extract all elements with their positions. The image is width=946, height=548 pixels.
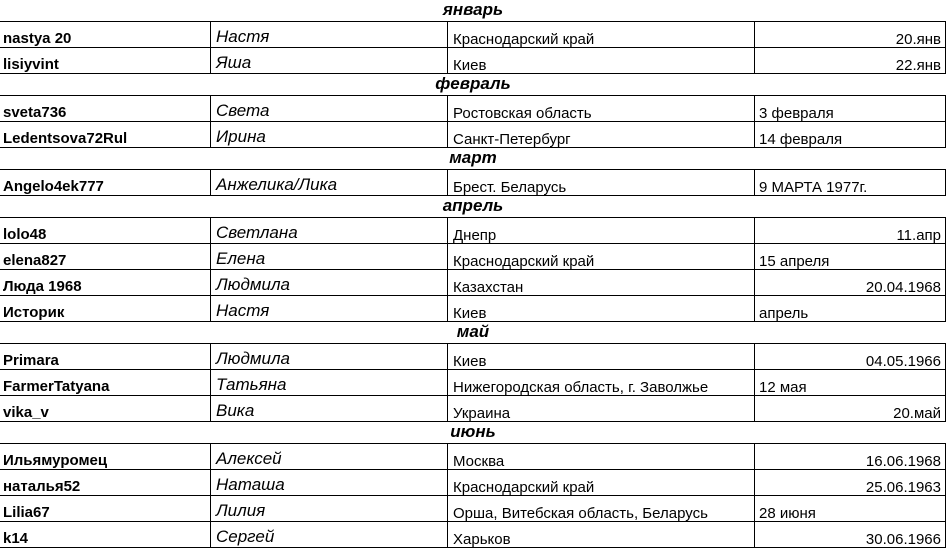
nick-cell: Angelo4ek777 [0, 170, 211, 195]
table-row [0, 344, 946, 370]
month-label: февраль [435, 74, 511, 93]
place-cell: Брест. Беларусь [448, 170, 755, 195]
date-cell: 22.янв [755, 48, 946, 73]
table-row [0, 96, 946, 122]
nick-cell: Ledentsova72Rul [0, 122, 211, 147]
date-cell: 14 февраля [755, 122, 946, 147]
date-cell: 16.06.1968 [755, 444, 946, 469]
table-row [0, 244, 946, 270]
table-row [0, 22, 946, 48]
month-header-row [0, 74, 946, 96]
table-row [0, 270, 946, 296]
nick-cell: nastya 20 [0, 22, 211, 47]
name-cell: Людмила [211, 270, 448, 295]
place-cell: Москва [448, 444, 755, 469]
name-cell: Вика [211, 396, 448, 421]
place-cell: Орша, Витебская область, Беларусь [448, 496, 755, 521]
place-cell: Киев [448, 344, 755, 369]
name-cell: Лилия [211, 496, 448, 521]
place-cell: Краснодарский край [448, 244, 755, 269]
name-cell: Ирина [211, 122, 448, 147]
date-cell: 12 мая [755, 370, 946, 395]
month-label: март [449, 148, 497, 167]
date-cell: 9 МАРТА 1977г. [755, 170, 946, 195]
date-cell: 20.май [755, 396, 946, 421]
name-cell: Людмила [211, 344, 448, 369]
name-cell: Алексей [211, 444, 448, 469]
place-cell: Ростовская область [448, 96, 755, 121]
table-row [0, 470, 946, 496]
name-cell: Настя [211, 296, 448, 321]
nick-cell: Историк [0, 296, 211, 321]
month-label: январь [442, 0, 504, 19]
name-cell: Наташа [211, 470, 448, 495]
nick-cell: sveta736 [0, 96, 211, 121]
place-cell: Санкт-Петербург [448, 122, 755, 147]
place-cell: Харьков [448, 522, 755, 547]
name-cell: Настя [211, 22, 448, 47]
date-cell: 20.янв [755, 22, 946, 47]
month-header-row [0, 148, 946, 170]
place-cell: Днепр [448, 218, 755, 243]
month-header-row [0, 422, 946, 444]
nick-cell: elena827 [0, 244, 211, 269]
nick-cell: vika_v [0, 396, 211, 421]
month-label: июнь [450, 422, 496, 441]
nick-cell: lisiyvint [0, 48, 211, 73]
nick-cell: Ильямуромец [0, 444, 211, 469]
date-cell: 28 июня [755, 496, 946, 521]
name-cell: Татьяна [211, 370, 448, 395]
nick-cell: Primara [0, 344, 211, 369]
date-cell: 3 февраля [755, 96, 946, 121]
table-row [0, 396, 946, 422]
table-row [0, 522, 946, 548]
place-cell: Украина [448, 396, 755, 421]
date-cell: 04.05.1966 [755, 344, 946, 369]
month-label: апрель [442, 196, 504, 215]
name-cell: Яша [211, 48, 448, 73]
table-row [0, 496, 946, 522]
date-cell: 30.06.1966 [755, 522, 946, 547]
place-cell: Краснодарский край [448, 470, 755, 495]
date-cell: 20.04.1968 [755, 270, 946, 295]
date-cell: 15 апреля [755, 244, 946, 269]
date-cell: апрель [755, 296, 946, 321]
month-header-row [0, 196, 946, 218]
table-row [0, 296, 946, 322]
nick-cell: FarmerTatyana [0, 370, 211, 395]
name-cell: Елена [211, 244, 448, 269]
table-row [0, 444, 946, 470]
table-row [0, 48, 946, 74]
table-row [0, 122, 946, 148]
place-cell: Киев [448, 296, 755, 321]
month-header-row [0, 322, 946, 344]
date-cell: 11.апр [755, 218, 946, 243]
name-cell: Сергей [211, 522, 448, 547]
nick-cell: наталья52 [0, 470, 211, 495]
nick-cell: lolo48 [0, 218, 211, 243]
nick-cell: Lilia67 [0, 496, 211, 521]
name-cell: Анжелика/Лика [211, 170, 448, 195]
name-cell: Света [211, 96, 448, 121]
table-row [0, 370, 946, 396]
month-label: май [456, 322, 490, 341]
name-cell: Светлана [211, 218, 448, 243]
month-header-row [0, 0, 946, 22]
place-cell: Краснодарский край [448, 22, 755, 47]
place-cell: Киев [448, 48, 755, 73]
nick-cell: Люда 1968 [0, 270, 211, 295]
place-cell: Казахстан [448, 270, 755, 295]
table-row [0, 218, 946, 244]
nick-cell: k14 [0, 522, 211, 547]
date-cell: 25.06.1963 [755, 470, 946, 495]
place-cell: Нижегородская область, г. Заволжье [448, 370, 755, 395]
table-row [0, 170, 946, 196]
